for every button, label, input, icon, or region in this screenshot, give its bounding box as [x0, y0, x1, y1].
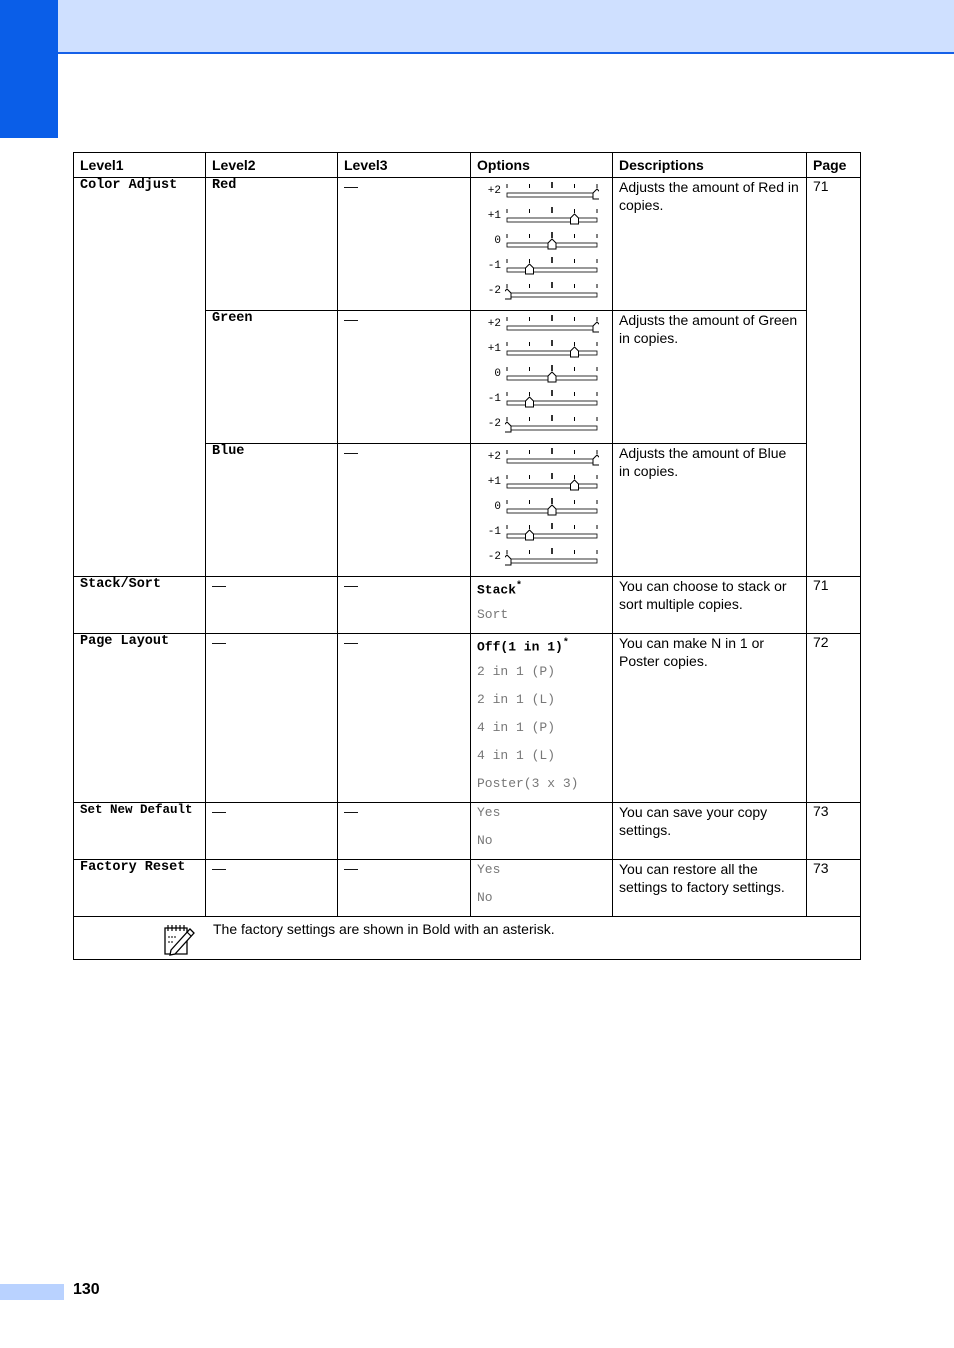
table-row — [74, 634, 861, 803]
slider-knob — [571, 480, 579, 490]
slider-knob — [571, 347, 579, 357]
options-blue-sliders — [471, 444, 613, 577]
desc-set-new-default: You can save your copy settings. — [613, 803, 807, 860]
level3-dash: — — [338, 860, 471, 917]
header-page: Page — [807, 153, 861, 178]
level1-color-adjust: Color Adjust — [74, 178, 206, 577]
slider-knob — [505, 422, 511, 432]
slider-knob — [593, 189, 599, 199]
options-stack-sort — [471, 577, 613, 634]
slider-row — [477, 411, 606, 436]
options-set-new-default — [471, 803, 613, 860]
level3-dash: — — [338, 178, 471, 311]
level2-dash: — — [206, 803, 338, 860]
option-yes: Yes — [477, 805, 501, 820]
header-level3: Level3 — [338, 153, 471, 178]
header-options: Options — [471, 153, 613, 178]
level-slider-icon — [505, 361, 599, 386]
level-slider-icon — [505, 253, 599, 278]
level-slider-icon — [505, 386, 599, 411]
option-poster-3x3: Poster(3 x 3) — [477, 776, 579, 791]
level2-dash: — — [206, 860, 338, 917]
slider-row — [477, 278, 606, 303]
table-row — [74, 577, 861, 634]
level1-stack-sort: Stack/Sort — [74, 577, 206, 634]
level-slider-icon — [505, 469, 599, 494]
header-band — [0, 0, 954, 54]
options-green-sliders — [471, 311, 613, 444]
slider-level-label: +1 — [487, 476, 501, 488]
level3-dash: — — [338, 803, 471, 860]
level-slider-icon — [505, 228, 599, 253]
page-set-new-default: 73 — [807, 803, 861, 860]
slider-knob — [593, 455, 599, 465]
table-row — [74, 860, 861, 917]
slider-knob — [526, 397, 534, 407]
slider-row — [477, 444, 606, 469]
slider-level-label: -2 — [487, 418, 501, 430]
page-color-adjust: 71 — [807, 178, 861, 577]
level-slider-icon — [505, 544, 599, 569]
option-4-in-1-p: 4 in 1 (P) — [477, 720, 556, 735]
desc-blue: Adjusts the amount of Blue in copies. — [613, 444, 807, 577]
option-stack: Stack* — [477, 581, 523, 598]
option-2-in-1-p: 2 in 1 (P) — [477, 664, 556, 679]
option-no: No — [477, 833, 493, 848]
slider-knob — [505, 289, 511, 299]
level3-dash: — — [338, 311, 471, 444]
level2-red: Red — [206, 178, 338, 311]
level2-dash: — — [206, 577, 338, 634]
level-slider-icon — [505, 519, 599, 544]
page-page-layout: 72 — [807, 634, 861, 803]
level-slider-icon — [505, 336, 599, 361]
slider-knob — [571, 214, 579, 224]
slider-level-label: -2 — [487, 551, 501, 563]
level3-dash: — — [338, 577, 471, 634]
slider-row — [477, 386, 606, 411]
note-pencil-icon — [162, 923, 196, 962]
slider-row — [477, 178, 606, 203]
page-factory-reset: 73 — [807, 860, 861, 917]
level-slider-icon — [505, 494, 599, 519]
slider-knob — [548, 505, 556, 515]
slider-knob — [593, 322, 599, 332]
slider-knob — [548, 372, 556, 382]
options-page-layout — [471, 634, 613, 803]
slider-row — [477, 494, 606, 519]
slider-level-label: +1 — [487, 343, 501, 355]
level3-dash: — — [338, 444, 471, 577]
level-slider-icon — [505, 444, 599, 469]
option-off-1-in-1: Off(1 in 1)* — [477, 638, 569, 655]
desc-page-layout: You can make N in 1 or Poster copies. — [613, 634, 807, 803]
option-sort: Sort — [477, 607, 509, 622]
slider-row — [477, 361, 606, 386]
header-descriptions: Descriptions — [613, 153, 807, 178]
footer-bar — [0, 1284, 64, 1300]
page-number: 130 — [73, 1281, 100, 1298]
slider-row — [477, 253, 606, 278]
level-slider-icon — [505, 311, 599, 336]
note-cell — [74, 917, 861, 960]
table-row — [74, 803, 861, 860]
chapter-tab — [0, 0, 58, 138]
level2-blue: Blue — [206, 444, 338, 577]
slider-level-label: +2 — [487, 185, 501, 197]
slider-knob — [526, 264, 534, 274]
menu-table — [73, 152, 861, 960]
header-level1: Level1 — [74, 153, 206, 178]
note-text: The factory settings are shown in Bold with an asterisk. — [213, 921, 555, 937]
level-slider-icon — [505, 278, 599, 303]
slider-level-label: +2 — [487, 318, 501, 330]
level2-dash: — — [206, 634, 338, 803]
level-slider-icon — [505, 203, 599, 228]
desc-stack-sort: You can choose to stack or sort multiple copies. — [613, 577, 807, 634]
slider-row — [477, 228, 606, 253]
option-no: No — [477, 890, 493, 905]
slider-row — [477, 311, 606, 336]
level-slider-icon — [505, 178, 599, 203]
options-factory-reset — [471, 860, 613, 917]
note-row — [74, 917, 861, 960]
slider-level-label: 0 — [494, 368, 501, 380]
slider-level-label: 0 — [494, 235, 501, 247]
page-stack-sort: 71 — [807, 577, 861, 634]
slider-level-label: -1 — [487, 393, 501, 405]
option-4-in-1-l: 4 in 1 (L) — [477, 748, 556, 763]
level1-factory-reset: Factory Reset — [74, 860, 206, 917]
level1-page-layout: Page Layout — [74, 634, 206, 803]
level3-dash: — — [338, 634, 471, 803]
header-level2: Level2 — [206, 153, 338, 178]
slider-row — [477, 469, 606, 494]
slider-knob — [505, 555, 511, 565]
level1-set-new-default: Set New Default — [74, 803, 206, 860]
option-yes: Yes — [477, 862, 501, 877]
slider-level-label: -1 — [487, 260, 501, 272]
level2-green: Green — [206, 311, 338, 444]
slider-knob — [526, 530, 534, 540]
options-red-sliders — [471, 178, 613, 311]
table-row — [74, 178, 861, 311]
slider-row — [477, 544, 606, 569]
slider-level-label: +1 — [487, 210, 501, 222]
slider-level-label: -2 — [487, 285, 501, 297]
slider-row — [477, 336, 606, 361]
slider-row — [477, 519, 606, 544]
desc-red: Adjusts the amount of Red in copies. — [613, 178, 807, 311]
desc-green: Adjusts the amount of Green in copies. — [613, 311, 807, 444]
slider-knob — [548, 239, 556, 249]
slider-row — [477, 203, 606, 228]
level-slider-icon — [505, 411, 599, 436]
option-2-in-1-l: 2 in 1 (L) — [477, 692, 556, 707]
table-header-row — [74, 153, 861, 178]
slider-level-label: +2 — [487, 451, 501, 463]
desc-factory-reset: You can restore all the settings to factory settings. — [613, 860, 807, 917]
slider-level-label: 0 — [494, 501, 501, 513]
slider-level-label: -1 — [487, 526, 501, 538]
